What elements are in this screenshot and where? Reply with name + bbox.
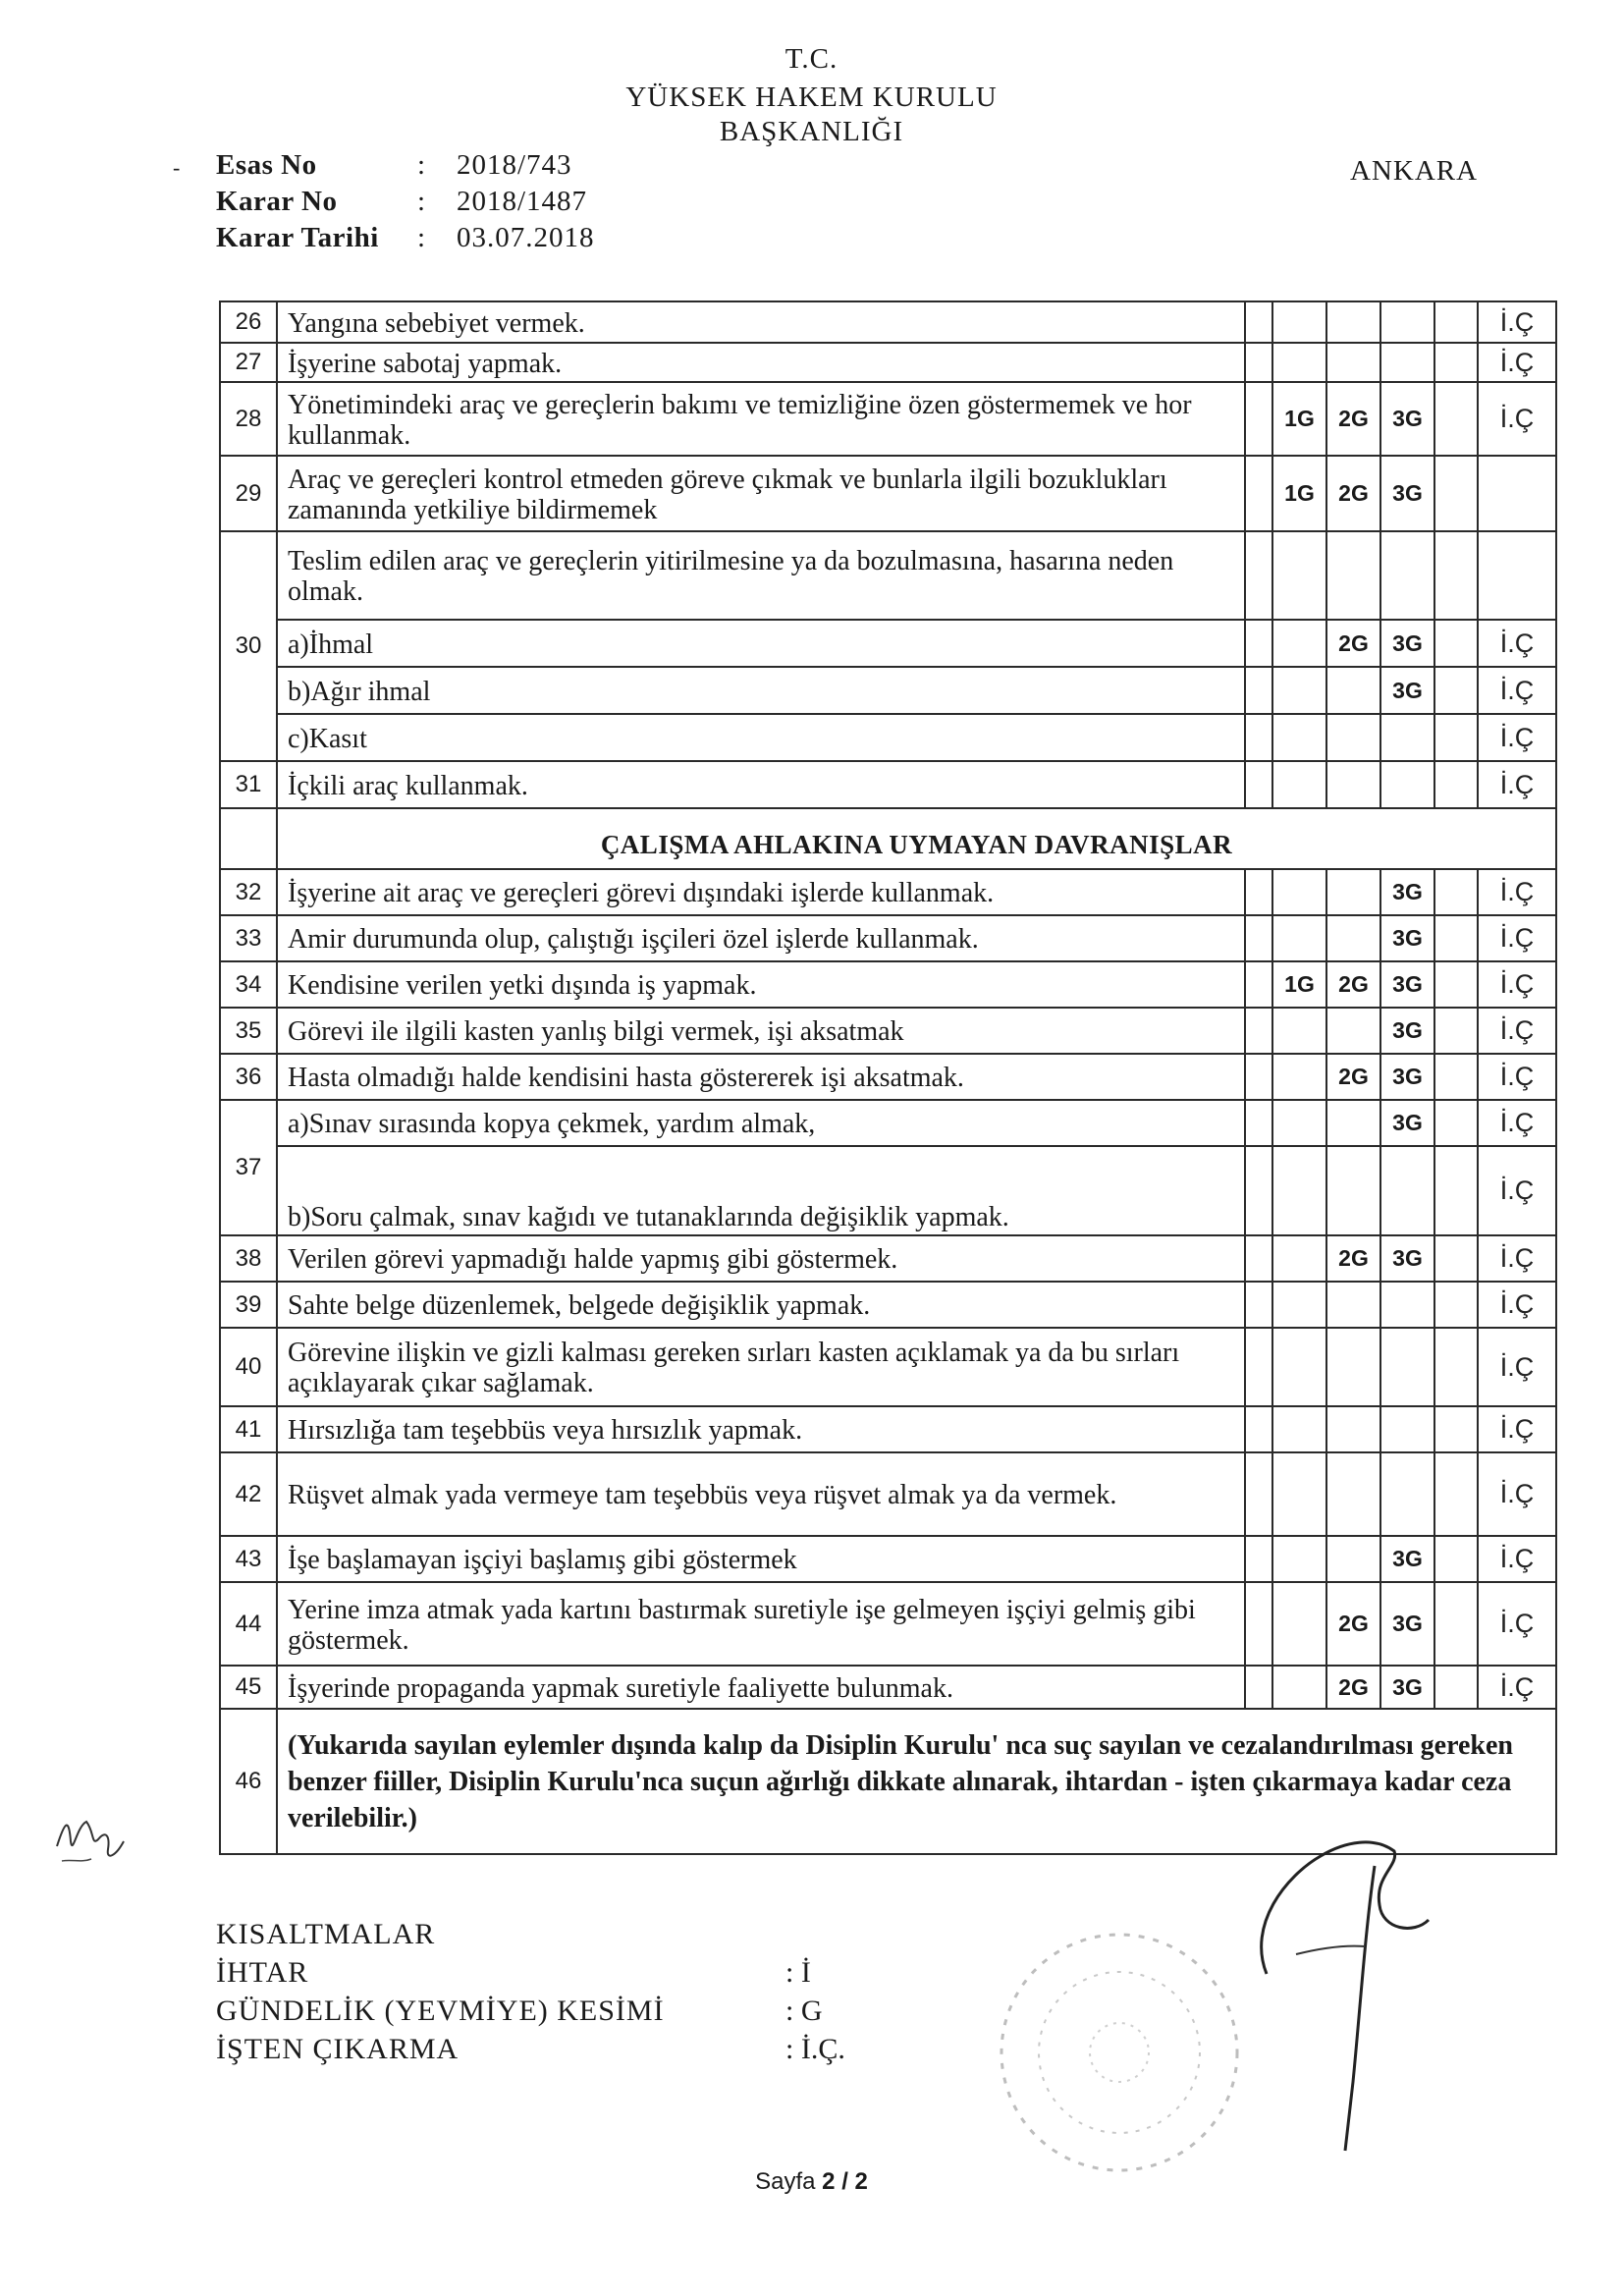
table-row [220,1146,1556,1235]
header-institution: YÜKSEK HAKEM KURULU [625,82,998,113]
penalty-dismissal: İ.Ç [1478,1666,1556,1709]
row-description: İşyerinde propaganda yapmak suretiyle faaliyette bulunmak. [277,1666,1245,1709]
penalty-1g: 1G [1272,382,1326,456]
row-number: 36 [220,1054,277,1100]
row-subitem: a)Sınav sırasında kopya çekmek, yardım almak, [277,1100,1245,1146]
abbreviation-value: : İ.Ç. [785,2033,845,2065]
meta-label: Karar Tarihi [216,222,379,253]
penalty-dismissal: İ.Ç [1478,1235,1556,1282]
abbreviations-title: KISALTMALAR [216,1918,436,1950]
meta-colon: : [417,149,426,181]
row-description: Amir durumunda olup, çalıştığı işçileri özel işlerde kullanmak. [277,915,1245,961]
row-description: Yangına sebebiyet vermek. [277,301,1245,343]
header-tc: T.C. [784,43,839,75]
margin-initials [47,1802,145,1871]
signature [1227,1758,1443,2170]
penalty-3g: 3G [1380,1008,1434,1054]
row-description: Görevine ilişkin ve gizli kalması gereken sırları kasten açıklamak ya da bu sırları açıklayarak çıkar sağlamak. [277,1328,1245,1406]
penalty-dismissal: İ.Ç [1478,869,1556,915]
case-metadata [216,147,595,256]
penalty-3g: 3G [1380,620,1434,667]
table-row [220,1666,1556,1709]
row-description: Yönetimindeki araç ve gereçlerin bakımı ve temizliğine özen göstermemek ve hor kullanmak. [277,382,1245,456]
penalty-dismissal: İ.Ç [1478,620,1556,667]
row-number: 40 [220,1328,277,1406]
table-row [220,761,1556,808]
penalty-dismissal: İ.Ç [1478,1054,1556,1100]
row-number: 33 [220,915,277,961]
city-label: ANKARA [1350,155,1479,187]
abbreviation-item [216,2030,845,2068]
penalty-dismissal: İ.Ç [1478,1536,1556,1582]
row-description: Hırsızlığa tam teşebbüs veya hırsızlık yapmak. [277,1406,1245,1452]
row-description: Sahte belge düzenlemek, belgede değişiklik yapmak. [277,1282,1245,1328]
penalty-2g: 2G [1326,456,1380,531]
abbreviation-label: İŞTEN ÇIKARMA [216,2033,460,2065]
meta-label: Esas No [216,149,317,181]
row-description: Görevi ile ilgili kasten yanlış bilgi vermek, işi aksatmak [277,1008,1245,1054]
row-description: Hasta olmadığı halde kendisini hasta göstererek işi aksatmak. [277,1054,1245,1100]
penalty-3g: 3G [1380,456,1434,531]
penalty-3g: 3G [1380,869,1434,915]
penalty-dismissal: İ.Ç [1478,1100,1556,1146]
table-row [220,301,1556,343]
penalty-dismissal: İ.Ç [1478,761,1556,808]
meta-label: Karar No [216,186,338,217]
header-presidency: BAŞKANLIĞI [719,116,904,147]
section-row [220,808,1556,869]
row-number: 38 [220,1235,277,1282]
penalty-3g: 3G [1380,382,1434,456]
row-number: 42 [220,1452,277,1536]
meta-colon: : [417,222,426,253]
penalty-table [219,301,1557,1855]
general-clause: (Yukarıda sayılan eylemler dışında kalıp da Disiplin Kurulu' nca suç sayılan ve cezalandırılması gereken benzer fiiller, Disiplin Kurulu'nca suçun ağırlığı dikkate alınarak, ihtardan - işten çıkarmaya kadar ceza verilebilir.) [277,1709,1556,1854]
row-number: 46 [220,1709,277,1854]
meta-value: 2018/743 [457,149,572,181]
row-subitem: b)Ağır ihmal [277,667,1245,714]
meta-value: 03.07.2018 [457,222,595,253]
table-row [220,531,1556,620]
table-row [220,1008,1556,1054]
meta-row-esas [216,147,595,184]
row-number: 29 [220,456,277,531]
row-number: 26 [220,301,277,343]
page-footer [0,2168,1623,2196]
penalty-dismissal: İ.Ç [1478,343,1556,382]
table-row [220,1100,1556,1146]
row-description: İçkili araç kullanmak. [277,761,1245,808]
row-number: 32 [220,869,277,915]
row-number: 41 [220,1406,277,1452]
penalty-3g: 3G [1380,667,1434,714]
row-number: 28 [220,382,277,456]
row-number: 39 [220,1282,277,1328]
table-row [220,1406,1556,1452]
table-row [220,456,1556,531]
penalty-1g: 1G [1272,456,1326,531]
meta-row-tarih [216,220,595,256]
penalty-3g: 3G [1380,1536,1434,1582]
penalty-dismissal: İ.Ç [1478,1008,1556,1054]
row-number: 34 [220,961,277,1008]
penalty-dismissal: İ.Ç [1478,1146,1556,1235]
row-description: Kendisine verilen yetki dışında iş yapmak. [277,961,1245,1008]
row-subitem: a)İhmal [277,620,1245,667]
abbreviation-item [216,1992,845,2030]
table-row [220,1235,1556,1282]
penalty-2g: 2G [1326,1582,1380,1666]
penalty-2g: 2G [1326,961,1380,1008]
penalty-2g: 2G [1326,620,1380,667]
row-number: 44 [220,1582,277,1666]
penalty-dismissal: İ.Ç [1478,1452,1556,1536]
abbreviation-value: : G [785,1995,823,2027]
row-number: 35 [220,1008,277,1054]
table-row [220,620,1556,667]
penalty-dismissal: İ.Ç [1478,1582,1556,1666]
row-description: Araç ve gereçleri kontrol etmeden göreve çıkmak ve bunlarla ilgili bozuklukları zamanında yetkiliye bildirmemek [277,456,1245,531]
row-number: 37 [220,1100,277,1235]
abbreviation-label: GÜNDELİK (YEVMİYE) KESİMİ [216,1995,665,2027]
abbreviation-item [216,1953,845,1992]
meta-value: 2018/1487 [457,186,588,217]
penalty-3g: 3G [1380,961,1434,1008]
row-number: 45 [220,1666,277,1709]
table-row [220,961,1556,1008]
margin-dash: - [173,155,181,180]
table-row [220,1282,1556,1328]
penalty-3g: 3G [1380,1666,1434,1709]
penalty-2g: 2G [1326,1235,1380,1282]
penalty-dismissal: İ.Ç [1478,961,1556,1008]
table-row [220,343,1556,382]
table-row [220,1328,1556,1406]
row-number: 30 [220,531,277,761]
row-number: 27 [220,343,277,382]
penalty-dismissal: İ.Ç [1478,301,1556,343]
row-number: 31 [220,761,277,808]
table-row [220,915,1556,961]
penalty-dismissal: İ.Ç [1478,1282,1556,1328]
table-row [220,1054,1556,1100]
penalty-dismissal: İ.Ç [1478,915,1556,961]
penalty-3g: 3G [1380,1582,1434,1666]
penalty-1g: 1G [1272,961,1326,1008]
page-number: 2 / 2 [822,2168,868,2195]
table-row [220,869,1556,915]
table-row [220,1452,1556,1536]
penalty-3g: 3G [1380,1100,1434,1146]
row-subitem: b)Soru çalmak, sınav kağıdı ve tutanaklarında değişiklik yapmak. [277,1146,1245,1235]
row-description: Rüşvet almak yada vermeye tam teşebbüs veya rüşvet almak ya da vermek. [277,1452,1245,1536]
penalty-dismissal: İ.Ç [1478,382,1556,456]
penalty-dismissal: İ.Ç [1478,1328,1556,1406]
penalty-dismissal: İ.Ç [1478,667,1556,714]
penalty-3g: 3G [1380,1235,1434,1282]
row-subitem: c)Kasıt [277,714,1245,761]
abbreviation-value: : İ [785,1956,811,1989]
penalty-3g: 3G [1380,1054,1434,1100]
row-description: İşyerine ait araç ve gereçleri görevi dışındaki işlerde kullanmak. [277,869,1245,915]
seal-stamp [972,1905,1267,2200]
section-heading: ÇALIŞMA AHLAKINA UYMAYAN DAVRANIŞLAR [277,808,1556,869]
footer-prefix: Sayfa [755,2168,823,2195]
penalty-dismissal: İ.Ç [1478,714,1556,761]
penalty-dismissal: İ.Ç [1478,1406,1556,1452]
abbreviations [216,1915,845,2068]
penalty-3g: 3G [1380,915,1434,961]
table-row [220,667,1556,714]
table-row [220,714,1556,761]
row-description: İşyerine sabotaj yapmak. [277,343,1245,382]
table-row [220,382,1556,456]
meta-row-karar [216,184,595,220]
row-description: İşe başlamayan işçiyi başlamış gibi göstermek [277,1536,1245,1582]
penalty-2g: 2G [1326,1666,1380,1709]
row-description: Verilen görevi yapmadığı halde yapmış gibi göstermek. [277,1235,1245,1282]
abbreviation-label: İHTAR [216,1956,309,1989]
meta-colon: : [417,186,426,217]
penalty-2g: 2G [1326,1054,1380,1100]
table-row [220,1536,1556,1582]
row-description: Yerine imza atmak yada kartını bastırmak suretiyle işe gelmeyen işçiyi gelmiş gibi göstermek. [277,1582,1245,1666]
row-number: 43 [220,1536,277,1582]
table-row [220,1582,1556,1666]
row-description: Teslim edilen araç ve gereçlerin yitirilmesine ya da bozulmasına, hasarına neden olmak. [277,531,1245,620]
penalty-2g: 2G [1326,382,1380,456]
